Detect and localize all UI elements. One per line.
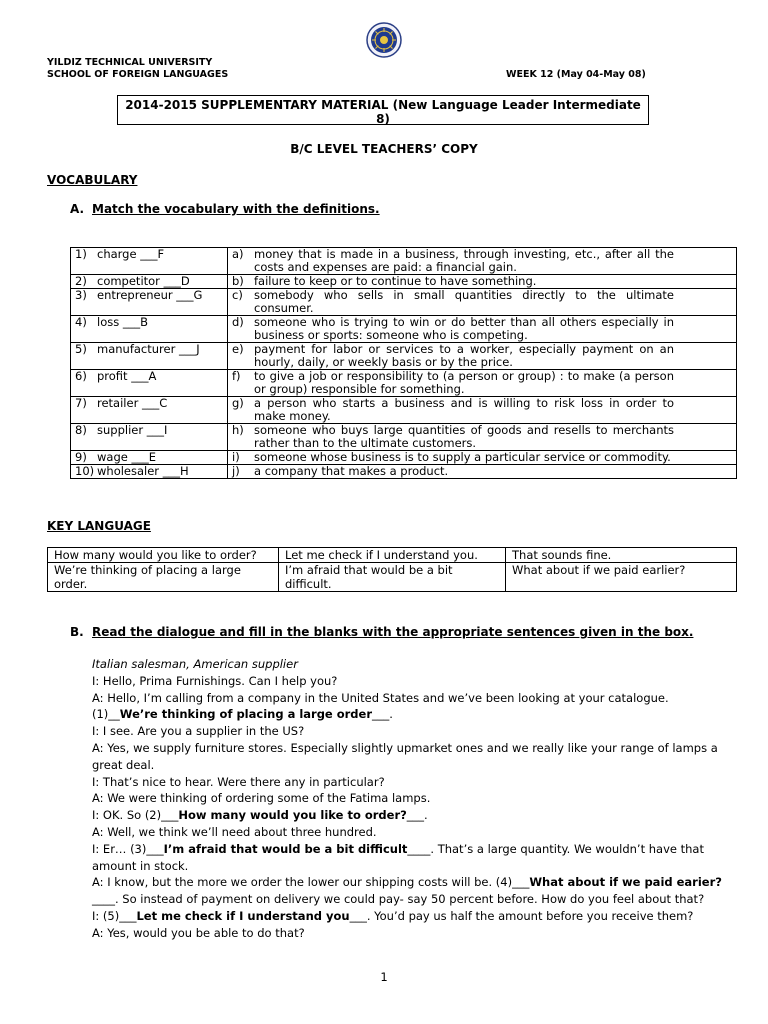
task-a-label: A. — [70, 202, 85, 216]
definition-text: to give a job or responsibility to (a person or group) : to make (a person or group) responsible for something. — [254, 369, 674, 396]
vocabulary-heading: VOCABULARY — [47, 173, 138, 187]
dialogue-line: A: Well, we think we’ll need about three hundred. — [92, 824, 377, 839]
title-line-2: 8) — [376, 112, 390, 126]
blank-number: I: (5)___ — [92, 908, 137, 923]
vocabulary-definition-cell — [228, 316, 737, 343]
definition-letter: f) — [232, 369, 241, 383]
vocabulary-word-cell — [71, 397, 228, 424]
word-number: 5) — [75, 342, 87, 356]
vocabulary-definition-cell — [228, 289, 737, 316]
dialogue-line: A: Hello, I’m calling from a company in the United States and we’ve been looking at your catalogue. — [92, 690, 669, 705]
word-number: 1) — [75, 247, 87, 261]
definition-letter: i) — [232, 450, 240, 464]
task-b — [70, 625, 693, 639]
task-b-label: B. — [70, 625, 84, 639]
answer-text: How many would you like to order? — [178, 808, 407, 823]
word-with-answer: loss ___B — [97, 315, 149, 329]
key-language-cell: We’re thinking of placing a large order. — [48, 563, 279, 592]
vocabulary-row — [71, 316, 737, 343]
vocabulary-definition-cell — [228, 275, 737, 289]
vocabulary-definition-cell — [228, 343, 737, 370]
dialogue-line: I: I see. Are you a supplier in the US? — [92, 724, 305, 739]
vocabulary-word-cell — [71, 424, 228, 451]
vocabulary-definition-cell — [228, 248, 737, 275]
definition-text: failure to keep or to continue to have something. — [254, 274, 537, 288]
dialogue-line — [92, 841, 722, 875]
word-number: 10) — [75, 464, 95, 478]
week-label: WEEK 12 (May 04-May 08) — [506, 69, 646, 80]
task-a-text: Match the vocabulary with the definitions. — [92, 202, 380, 216]
word-number: 7) — [75, 396, 87, 410]
definition-text: someone who is trying to win or do better than all others especially in business or sports: someone who is competing. — [254, 315, 674, 342]
vocabulary-row — [71, 275, 737, 289]
vocabulary-row — [71, 289, 737, 316]
key-language-cell: Let me check if I understand you. — [279, 548, 506, 563]
key-language-row — [48, 548, 737, 563]
word-with-answer: retailer ___C — [97, 396, 168, 410]
answer-text: Let me check if I understand you — [136, 908, 350, 923]
word-with-answer: charge ___F — [97, 247, 165, 261]
word-with-answer: competitor ___D — [97, 274, 190, 288]
blank-number: A: I know, but the more we order the lower our shipping costs will be. (4)___ — [92, 875, 530, 890]
definition-letter: h) — [232, 423, 244, 437]
dialogue-context: Italian salesman, American supplier — [92, 657, 298, 671]
dialogue-line: A: We were thinking of ordering some of the Fatima lamps. — [92, 791, 431, 806]
word-number: 8) — [75, 423, 87, 437]
vocabulary-word-cell — [71, 451, 228, 465]
school-name: SCHOOL OF FOREIGN LANGUAGES — [47, 69, 229, 80]
answer-text: We’re thinking of placing a large order — [119, 707, 373, 722]
answer-text: I’m afraid that would be a bit difficult — [163, 841, 408, 856]
key-language-table — [47, 547, 737, 592]
vocabulary-word-cell — [71, 275, 228, 289]
definition-letter: b) — [232, 274, 244, 288]
vocabulary-definition-cell — [228, 465, 737, 479]
university-seal-icon — [366, 22, 402, 58]
word-number: 9) — [75, 450, 87, 464]
word-with-answer: supplier ___I — [97, 423, 168, 437]
dialogue-line: I: Hello, Prima Furnishings. Can I help you? — [92, 673, 338, 688]
university-name: YILDIZ TECHNICAL UNIVERSITY — [47, 57, 213, 68]
word-number: 6) — [75, 369, 87, 383]
definition-letter: g) — [232, 396, 244, 410]
vocabulary-definition-cell — [228, 424, 737, 451]
dialogue-line — [92, 807, 722, 824]
vocabulary-row — [71, 248, 737, 275]
word-with-answer: wholesaler ___H — [97, 464, 189, 478]
header-left — [47, 57, 228, 81]
word-with-answer: wage ___E — [97, 450, 156, 464]
word-number: 3) — [75, 288, 87, 302]
title-line-1: 2014-2015 SUPPLEMENTARY MATERIAL (New Language Leader Intermediate — [125, 98, 641, 112]
answer-text: What about if we paid earier? — [529, 875, 722, 890]
blank-number: I: OK. So (2)___ — [92, 808, 179, 823]
blank-tail: ___. — [372, 707, 393, 722]
task-a — [70, 202, 380, 216]
definition-text: someone who buys large quantities of goods and resells to merchants rather than to the ultimate customers. — [254, 423, 674, 450]
dialogue-line: I: That’s nice to hear. Were there any in particular? — [92, 774, 385, 789]
title-box — [117, 95, 649, 125]
definition-letter: e) — [232, 342, 244, 356]
vocabulary-word-cell — [71, 289, 228, 316]
definition-text: money that is made in a business, through investing, etc., after all the costs and expenses are paid: a financial gain. — [254, 247, 674, 274]
word-with-answer: manufacturer ___J — [97, 342, 200, 356]
task-b-text: Read the dialogue and fill in the blanks with the appropriate sentences given in the box. — [92, 625, 694, 639]
vocabulary-definition-cell — [228, 397, 737, 424]
vocabulary-word-cell — [71, 248, 228, 275]
definition-text: a person who starts a business and is willing to risk loss in order to make money. — [254, 396, 674, 423]
vocabulary-row — [71, 424, 737, 451]
key-language-heading: KEY LANGUAGE — [47, 519, 151, 533]
dialogue-line: A: Yes, we supply furniture stores. Especially slightly upmarket ones and we really like your range of lamps a great deal. — [92, 740, 718, 772]
vocabulary-word-cell — [71, 316, 228, 343]
vocabulary-row — [71, 465, 737, 479]
vocabulary-word-cell — [71, 370, 228, 397]
word-with-answer: entrepreneur ___G — [97, 288, 203, 302]
vocabulary-word-cell — [71, 343, 228, 370]
key-language-cell: That sounds fine. — [506, 548, 737, 563]
blank-number: (1)__ — [92, 707, 120, 722]
definition-text: a company that makes a product. — [254, 464, 449, 478]
page-subtitle: B/C LEVEL TEACHERS’ COPY — [290, 142, 478, 156]
blank-tail: ____. So instead of payment on delivery we could pay- say 50 percent before. How do you feel about that? — [92, 892, 705, 907]
dialogue-line — [92, 874, 722, 908]
vocabulary-definition-cell — [228, 451, 737, 465]
definition-text: payment for labor or services to a worker, especially payment on an hourly, daily, or weekly basis or by the price. — [254, 342, 674, 369]
blank-tail: ___. You’d pay us half the amount before you receive them? — [349, 908, 694, 923]
dialogue — [92, 656, 722, 942]
vocabulary-word-cell — [71, 465, 228, 479]
word-with-answer: profit ___A — [97, 369, 157, 383]
blank-tail: ____. That’s a large quantity. We wouldn’t have that amount in stock. — [92, 841, 704, 873]
key-language-cell: What about if we paid earlier? — [506, 563, 737, 592]
vocabulary-row — [71, 343, 737, 370]
vocabulary-row — [71, 397, 737, 424]
key-language-cell: I’m afraid that would be a bit difficult. — [279, 563, 506, 592]
definition-letter: j) — [232, 464, 240, 478]
word-number: 4) — [75, 315, 87, 329]
word-number: 2) — [75, 274, 87, 288]
key-language-cell: How many would you like to order? — [48, 548, 279, 563]
definition-letter: c) — [232, 288, 243, 302]
vocabulary-table — [70, 247, 737, 479]
definition-text: somebody who sells in small quantities directly to the ultimate consumer. — [254, 288, 674, 315]
dialogue-line — [92, 908, 722, 925]
definition-letter: d) — [232, 315, 244, 329]
vocabulary-definition-cell — [228, 370, 737, 397]
vocabulary-row — [71, 370, 737, 397]
blank-number: I: Er… (3)___ — [92, 841, 164, 856]
vocabulary-row — [71, 451, 737, 465]
key-language-row — [48, 563, 737, 592]
definition-text: someone whose business is to supply a particular service or commodity. — [254, 450, 671, 464]
page-number: 1 — [380, 970, 388, 984]
blank-tail: ___. — [406, 808, 428, 823]
dialogue-line: A: Yes, would you be able to do that? — [92, 925, 305, 940]
dialogue-line — [92, 706, 722, 723]
definition-letter: a) — [232, 247, 244, 261]
